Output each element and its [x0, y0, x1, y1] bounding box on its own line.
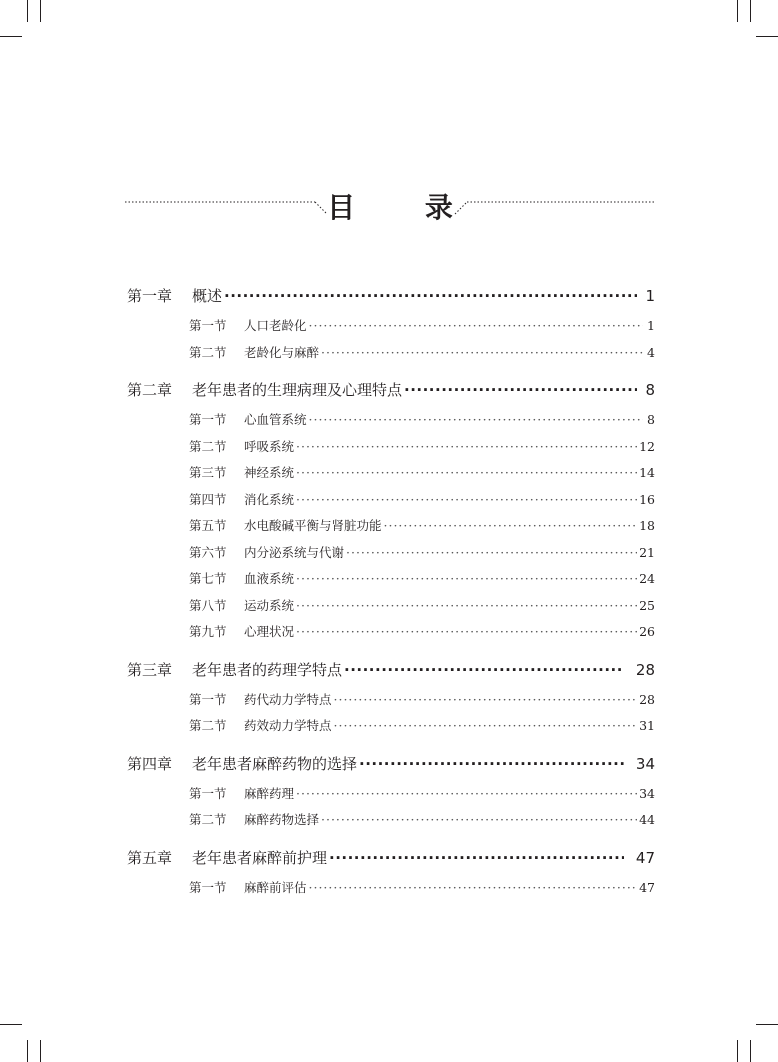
section-page-number: 14	[639, 465, 655, 480]
section-page-number: 16	[639, 491, 655, 507]
dot-leader	[321, 812, 637, 827]
section-title: 运动系统	[244, 597, 295, 613]
section-entry[interactable]	[127, 437, 655, 464]
section-page-number: 4	[647, 344, 655, 360]
dot-leader	[309, 412, 643, 427]
page-title: 目 录	[327, 191, 483, 224]
dot-leader	[359, 755, 624, 773]
chapter-label: 第五章	[127, 848, 173, 867]
section-label: 第一节	[189, 412, 227, 427]
chapter-page-number: 47	[635, 848, 655, 867]
chapter-entry[interactable]	[127, 659, 655, 690]
chapter-block	[127, 659, 655, 743]
dot-leader	[334, 692, 638, 707]
section-label: 第一节	[189, 785, 227, 801]
dot-leader	[296, 786, 637, 801]
section-entry[interactable]	[127, 784, 655, 811]
section-label: 第二节	[189, 344, 227, 360]
section-page-number: 47	[639, 879, 655, 895]
chapter-title: 老年患者的生理病理及心理特点	[192, 381, 403, 399]
dot-leader	[296, 598, 637, 613]
section-page-number: 8	[647, 412, 655, 427]
section-title: 麻醉前评估	[244, 879, 307, 895]
section-label: 第一节	[189, 318, 227, 333]
section-entry[interactable]	[127, 810, 655, 837]
section-title: 人口老龄化	[244, 318, 307, 333]
dot-leader	[309, 880, 638, 895]
section-label: 第八节	[189, 597, 227, 613]
toc-header	[125, 188, 655, 228]
section-label: 第四节	[189, 491, 227, 507]
dot-leader	[404, 381, 637, 399]
section-page-number: 21	[639, 544, 655, 560]
section-title: 神经系统	[244, 465, 295, 480]
dot-leader	[296, 571, 637, 586]
dot-leader	[384, 518, 638, 533]
dot-leader	[344, 661, 624, 679]
section-label: 第九节	[189, 624, 227, 639]
section-title: 麻醉药物选择	[244, 812, 320, 827]
dot-leader	[334, 718, 638, 733]
chapter-label: 第四章	[127, 754, 173, 773]
chapter-page-number: 34	[635, 754, 655, 773]
section-title: 药代动力学特点	[244, 691, 332, 707]
section-entry[interactable]	[127, 690, 655, 717]
chapter-title: 老年患者麻醉药物的选择	[192, 754, 358, 773]
dot-leader	[296, 465, 637, 480]
section-page-number: 34	[639, 785, 655, 801]
section-title: 呼吸系统	[244, 438, 295, 454]
section-title: 麻醉药理	[244, 785, 295, 801]
chapter-block	[127, 753, 655, 837]
chapter-label: 第三章	[127, 660, 173, 679]
chapter-block	[127, 847, 655, 905]
table-of-contents	[127, 285, 655, 914]
section-page-number: 12	[639, 438, 655, 454]
section-label: 第一节	[189, 879, 227, 895]
section-title: 水电酸碱平衡与肾脏功能	[244, 518, 382, 533]
section-entry[interactable]	[127, 716, 655, 743]
chapter-label: 第一章	[127, 287, 173, 305]
dot-leader	[296, 492, 637, 507]
dot-leader	[321, 345, 643, 360]
section-entry[interactable]	[127, 516, 655, 543]
dot-leader	[296, 439, 637, 454]
chapter-entry[interactable]	[127, 847, 655, 878]
chapter-entry[interactable]	[127, 285, 655, 316]
section-page-number: 31	[639, 718, 655, 733]
section-title: 内分泌系统与代谢	[244, 544, 345, 560]
section-entry[interactable]	[127, 343, 655, 370]
section-entry[interactable]	[127, 490, 655, 517]
section-page-number: 28	[639, 691, 655, 707]
section-page-number: 18	[639, 518, 655, 533]
section-title: 心血管系统	[244, 412, 307, 427]
section-label: 第六节	[189, 544, 227, 560]
dot-leader	[224, 287, 637, 305]
chapter-title: 老年患者的药理学特点	[192, 660, 343, 679]
section-label: 第五节	[189, 518, 227, 533]
section-page-number: 26	[639, 624, 655, 639]
section-entry[interactable]	[127, 463, 655, 490]
chapter-title: 概述	[192, 287, 223, 305]
dot-leader	[346, 545, 637, 560]
section-entry[interactable]	[127, 316, 655, 343]
chapter-entry[interactable]	[127, 753, 655, 784]
section-page-number: 25	[639, 597, 655, 613]
section-label: 第二节	[189, 718, 227, 733]
section-title: 血液系统	[244, 571, 295, 586]
section-title: 药效动力学特点	[244, 718, 332, 733]
chapter-entry[interactable]	[127, 379, 655, 410]
section-entry[interactable]	[127, 543, 655, 570]
section-label: 第二节	[189, 438, 227, 454]
section-entry[interactable]	[127, 410, 655, 437]
section-page-number: 24	[639, 571, 655, 586]
section-label: 第二节	[189, 812, 227, 827]
section-entry[interactable]	[127, 622, 655, 649]
section-label: 第三节	[189, 465, 227, 480]
chapter-block	[127, 379, 655, 649]
section-entry[interactable]	[127, 878, 655, 905]
chapter-block	[127, 285, 655, 369]
dot-leader	[296, 624, 637, 639]
dot-leader	[329, 849, 624, 867]
chapter-label: 第二章	[127, 381, 173, 399]
chapter-title: 老年患者麻醉前护理	[192, 848, 328, 867]
section-entry[interactable]	[127, 569, 655, 596]
section-title: 老龄化与麻醉	[244, 344, 320, 360]
section-label: 第一节	[189, 691, 227, 707]
section-page-number: 44	[639, 812, 655, 827]
chapter-page-number: 8	[645, 381, 655, 399]
section-entry[interactable]	[127, 596, 655, 623]
chapter-page-number: 28	[635, 660, 655, 679]
chapter-page-number: 1	[645, 287, 655, 305]
section-label: 第七节	[189, 571, 227, 586]
section-page-number: 1	[647, 318, 655, 333]
dot-leader	[309, 318, 643, 333]
section-title: 心理状况	[244, 624, 295, 639]
section-title: 消化系统	[244, 491, 295, 507]
